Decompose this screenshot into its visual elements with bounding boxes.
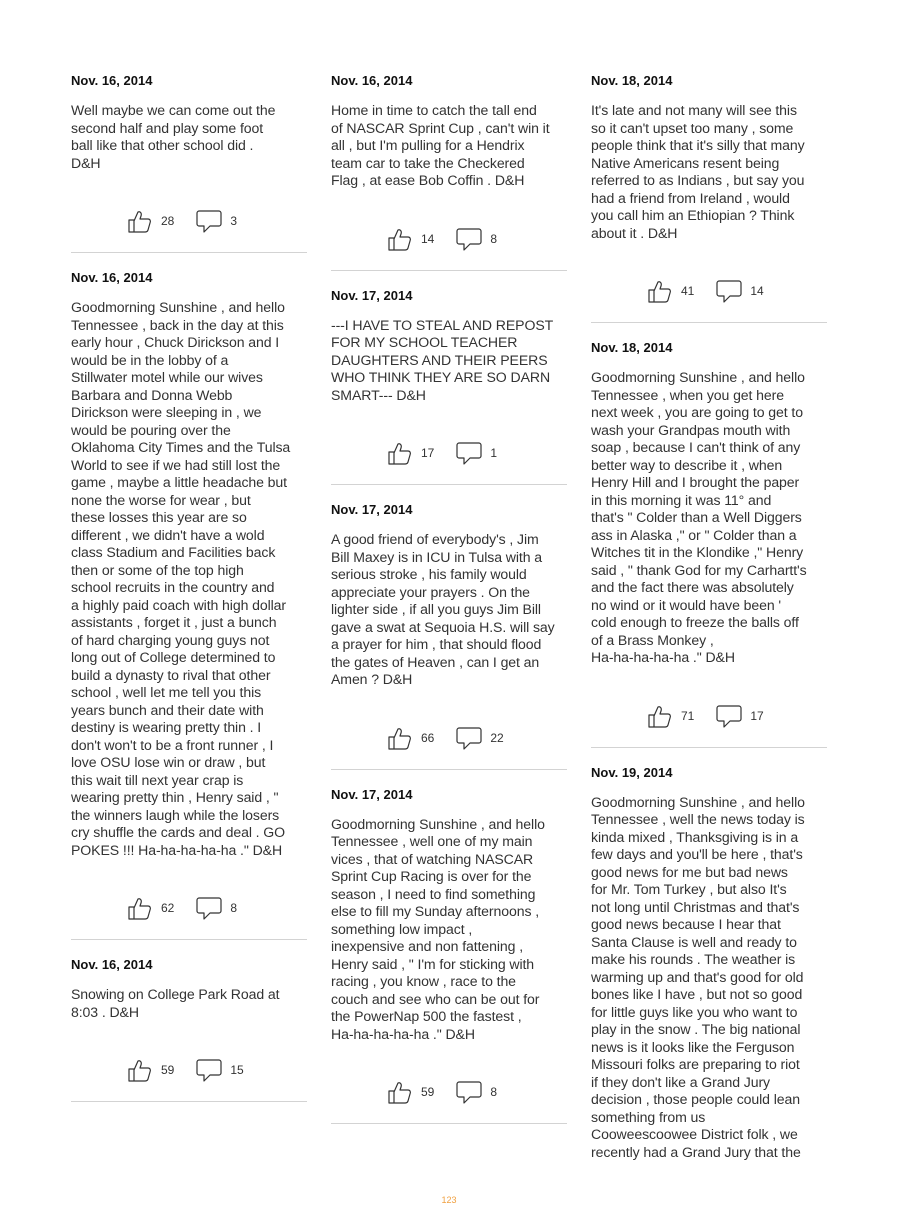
post-date: Nov. 19, 2014 [591, 764, 673, 780]
speech-bubble-icon [196, 208, 222, 234]
comment-count: 3 [230, 214, 238, 228]
post-stats [331, 725, 567, 751]
comment-count: 8 [490, 1085, 498, 1099]
post-stats [331, 226, 567, 252]
post-date: Nov. 17, 2014 [331, 786, 413, 802]
thumbs-up-icon [127, 895, 153, 921]
post-card [331, 285, 567, 486]
post-date: Nov. 16, 2014 [71, 957, 153, 972]
comment-button[interactable] [196, 895, 237, 921]
comment-count: 22 [490, 730, 504, 745]
thumbs-up-icon [387, 226, 413, 252]
post-text: A good friend of everybody's , Jim Bill Maxey is in ICU in Tulsa with a serious stroke , his family would appreciate your prayers . On the lighter side , if all you guys Jim Bill gave a swat at Sequoia H.S. will say a prayer for him , that should flood the gates of Heaven , can I get an Amen ? D&H [331, 531, 555, 687]
post-stats [331, 1079, 567, 1105]
comment-button[interactable] [196, 1057, 243, 1083]
post-text: Well maybe we can come out the second half and play some foot ball like that other school did . D&H [71, 102, 276, 171]
post-date: Nov. 17, 2014 [331, 502, 413, 517]
comment-count: 14 [750, 284, 764, 298]
like-count: 28 [161, 214, 175, 228]
post-card [71, 954, 307, 1102]
like-button[interactable] [387, 440, 434, 466]
post-divider [591, 322, 827, 323]
post-divider [331, 270, 567, 271]
thumbs-up-icon [387, 440, 413, 466]
post-date: Nov. 16, 2014 [331, 73, 413, 88]
column-left [71, 70, 307, 1116]
post-text: Snowing on College Park Road at 8:03 . D&H [71, 986, 280, 1020]
post-text: It's late and not many will see this so it can't upset too many , some people think that it's silly that many Native Americans resent being referred to as Indians , but say you had a friend from Ireland , would you call him an Ethiopian ? Think about it . D&H [591, 102, 805, 241]
like-count: 59 [161, 1063, 175, 1077]
like-count: 62 [161, 901, 175, 915]
like-button[interactable] [387, 1079, 434, 1105]
post-divider [71, 252, 307, 253]
speech-bubble-icon [716, 278, 742, 304]
like-count: 66 [421, 730, 435, 745]
comment-button[interactable] [456, 1079, 497, 1105]
speech-bubble-icon [196, 1057, 222, 1083]
like-button[interactable] [647, 703, 694, 729]
post-date: Nov. 18, 2014 [591, 340, 673, 355]
post-divider [591, 747, 827, 748]
comment-button[interactable] [456, 440, 497, 466]
speech-bubble-icon [456, 1079, 482, 1105]
page-number: 123 [441, 1195, 457, 1205]
column-right [591, 70, 827, 1161]
column-middle [331, 70, 567, 1138]
speech-bubble-icon [716, 703, 742, 729]
comment-count: 8 [230, 901, 238, 915]
like-button[interactable] [387, 226, 434, 252]
comment-button[interactable] [456, 725, 503, 751]
like-count: 14 [421, 231, 435, 246]
post-stats [71, 895, 307, 921]
post-divider [71, 1101, 307, 1102]
speech-bubble-icon [456, 226, 482, 252]
post-stats [591, 703, 827, 729]
post-divider [71, 939, 307, 940]
post-card [591, 70, 827, 323]
post-date: Nov. 16, 2014 [71, 270, 153, 285]
comment-button[interactable] [456, 226, 497, 252]
post-date: Nov. 16, 2014 [71, 73, 153, 88]
thumbs-up-icon [127, 1057, 153, 1083]
like-button[interactable] [127, 895, 174, 921]
like-count: 41 [681, 284, 695, 298]
speech-bubble-icon [196, 895, 222, 921]
like-count: 59 [421, 1085, 435, 1099]
like-button[interactable] [647, 278, 694, 304]
like-button[interactable] [127, 1057, 174, 1083]
comment-count: 1 [490, 446, 498, 460]
post-date: Nov. 17, 2014 [331, 287, 413, 303]
post-card [591, 762, 827, 1162]
speech-bubble-icon [456, 725, 482, 751]
post-card [591, 337, 827, 748]
comment-button[interactable] [196, 208, 237, 234]
post-text: Goodmorning Sunshine , and hello Tennessee , well the news today is kinda mixed , Thanksgiving is in a few days and you'll be here , that's good news for me but bad news for Mr. Tom Turkey , but also It's not long until Christmas and that's good news because I hear that Santa Clause is well and ready to make his rounds . The weather is warming up and that's good for old bones like I have , but not so good for little guys like you who want to play in the snow . The big national news is it looks like the Ferguson Missouri folks are preparing to riot if they don't like a Grand Jury decision , those people could lean something from us Cooweescoowee District folk , we recently had a Grand Jury that the [591, 793, 805, 1160]
post-card [331, 784, 567, 1125]
post-stats [331, 440, 567, 466]
post-divider [331, 769, 567, 770]
post-card [71, 267, 307, 940]
speech-bubble-icon [456, 440, 482, 466]
post-text: Goodmorning Sunshine , and hello Tennessee , when you get here next week , you are going to get to wash your Grandpas mouth with soap , because I can't think of any better way to describe it , when Henry Hill and I brought the paper in this morning it was 11° and that's " Colder than a Well Diggers ass in Alaska ," or " Colder than a Witches tit in the Klondike ," Henry said , " thank God for my Carhartt's and the fact there was absolutely no wind or it would have been ' cold enough to freeze the balls off of a Brass Monkey , Ha-ha-ha-ha-ha ." D&H [591, 369, 807, 665]
thumbs-up-icon [127, 208, 153, 234]
post-text: Home in time to catch the tall end of NASCAR Sprint Cup , can't win it all , but I'm pulling for a Hendrix team car to take the Checkered Flag , at ease Bob Coffin . D&H [331, 102, 550, 188]
post-text: Goodmorning Sunshine , and hello Tennessee , back in the day at this early hour , Chuck Dirickson and I would be in the lobby of a Stillwater motel while our wives Barbara and Donna Webb Dirickson were sleeping in , we would be pouring over the Oklahoma City Times and the Tulsa World to see if we had still lost the game , maybe a little headache but none the worse for wear , but these losses this year are so different , we didn't have a wold class Stadium and Facilities back then or some of the top high school recruits in the country and a highly paid coach with high dollar assistants , forget it , just a bunch of hard charging young guys not long out of College determined to build a dynasty to rival that other school , well let me tell you this years bunch and their date with destiny is wearing pretty thin . I don't won't to be a front runner , I love OSU lose win or draw , but this wait till next year crap is wearing pretty thin , Henry said , " the winners laugh while the losers cry shuffle the cards and deal . GO POKES !!! Ha-ha-ha-ha-ha ." D&H [71, 299, 291, 858]
like-button[interactable] [387, 725, 434, 751]
comment-count: 17 [750, 708, 764, 723]
thumbs-up-icon [387, 1079, 413, 1105]
post-stats [71, 1057, 307, 1083]
thumbs-up-icon [647, 703, 673, 729]
post-text: ---I HAVE TO STEAL AND REPOST FOR MY SCHOOL TEACHER DAUGHTERS AND THEIR PEERS WHO THINK THEY ARE SO DARN SMART--- D&H [331, 316, 554, 403]
like-count: 17 [421, 446, 435, 460]
post-divider [331, 1123, 567, 1124]
comment-button[interactable] [716, 703, 763, 729]
thumbs-up-icon [387, 725, 413, 751]
post-card [331, 499, 567, 770]
comment-button[interactable] [716, 278, 763, 304]
like-count: 71 [681, 708, 695, 723]
thumbs-up-icon [647, 278, 673, 304]
post-stats [591, 278, 827, 304]
post-divider [331, 484, 567, 485]
like-button[interactable] [127, 208, 174, 234]
post-date: Nov. 18, 2014 [591, 73, 673, 88]
comment-count: 15 [230, 1063, 244, 1077]
post-text: Goodmorning Sunshine , and hello Tennessee , well one of my main vices , that of watching NASCAR Sprint Cup Racing is over for the season , I need to find something else to fill my Sunday afternoons , something low impact , inexpensive and non fattening , Henry said , " I'm for sticking with racing , you know , race to the couch and see who can be out for the PowerNap 500 the fastest , Ha-ha-ha-ha-ha ." D&H [331, 815, 545, 1042]
post-stats [71, 208, 307, 234]
post-card [71, 70, 307, 253]
comment-count: 8 [490, 231, 498, 246]
post-card [331, 70, 567, 271]
